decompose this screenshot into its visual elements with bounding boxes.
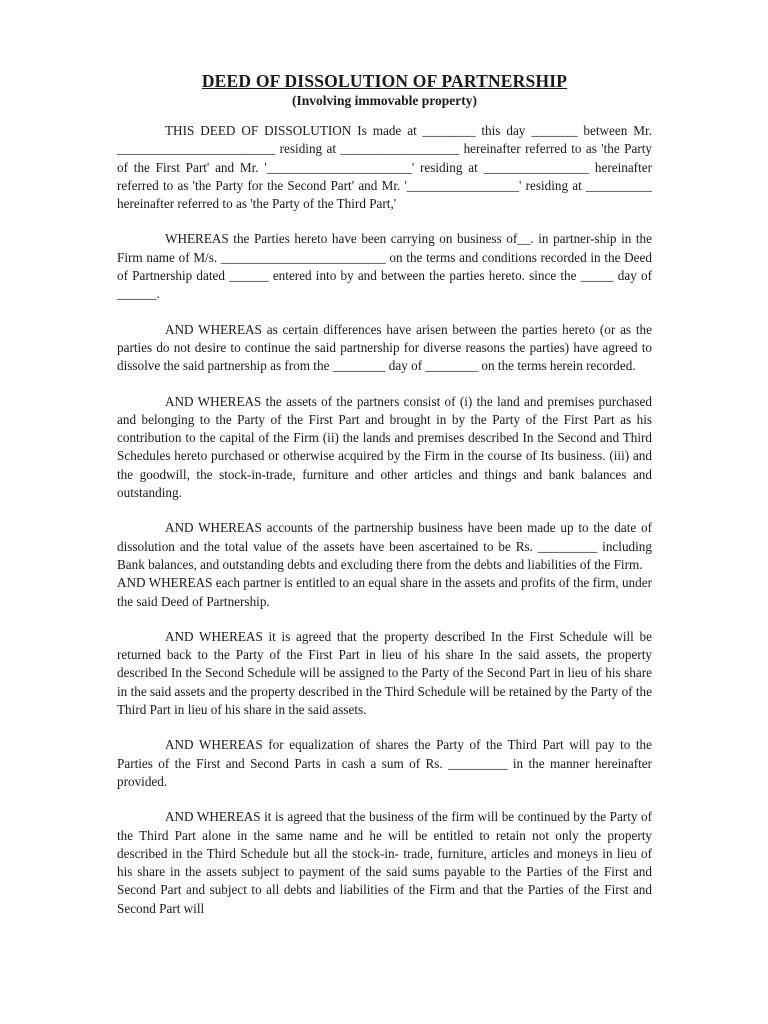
paragraph-whereas-business-continued: AND WHEREAS it is agreed that the business of the firm will be continued by the Party of the Third Part alone in the same name and he will be entitled to retain not only the property described in the Third Schedule but all the stock-in- trade, furniture, articles and moneys in lieu of his share in the assets subject to payment of the said sums payable to the Parties of the First and Second Part and subject to all debts and liabilities of the Firm and that the Parties of the First and Second Part will xyxy=(117,809,652,916)
paragraph-whereas-equal-share: AND WHEREAS each partner is entitled to an equal share in the assets and profits of the firm, under the said Deed of Partnership. xyxy=(117,575,652,609)
paragraph-whereas-property-schedules: AND WHEREAS it is agreed that the property described In the First Schedule will be returned back to the Party of the First Part in lieu of his share In the said assets, the property described In the Second Schedule will be assigned to the Party of the Second Part in lieu of his share in the said assets and the property described in the Third Schedule will be retained by the Party of the Third Part in lieu of his share in the said assets. xyxy=(117,628,652,718)
paragraph-preamble: THIS DEED OF DISSOLUTION Is made at ________ this day _______ between Mr. ________________________ residing at __________________ hereinafter referred to as 'the Party of the First Part' and Mr. '______________________' residing at ________________ hereinafter referred to as 'the Party for the Second Part' and Mr. '_________________' residing at __________ hereinafter referred to as 'the Party of the Third Part,' xyxy=(117,123,652,212)
paragraph-whereas-business: WHEREAS the Parties hereto have been carrying on business of__. in partner-ship in the Firm name of M/s. _________________________ on the terms and conditions recorded in the Deed of Partnership dated ______ entered into by and between the parties hereto. since the _____ day of ______. xyxy=(117,231,652,302)
document-title: DEED OF DISSOLUTION OF PARTNERSHIP xyxy=(201,71,568,91)
paragraph-whereas-assets: AND WHEREAS the assets of the partners consist of (i) the land and premises purchased and belonging to the Party of the First Part and brought in by the Party of the First Part as his contribution to the capital of the Firm (ii) the lands and premises described In the Second and Third Schedules hereto purchased or otherwise acquired by the Firm in the course of Its business. (iii) and the goodwill, the stock-in-trade, furniture and other articles and things and bank balances and outstanding. xyxy=(117,393,652,501)
paragraph-whereas-accounts: AND WHEREAS accounts of the partnership business have been made up to the date of dissolution and the total value of the assets have been ascertained to be Rs. _________ including Bank balances, and outstanding debts and excluding there from the debts and liabilities of the Firm. xyxy=(117,520,652,572)
paragraph-whereas-differences: AND WHEREAS as certain differences have arisen between the parties hereto (or as the parties do not desire to continue the said partnership for diverse reasons the parties) have agreed to dissolve the said partnership as from the ________ day of ________ on the terms herein recorded. xyxy=(117,321,652,374)
paragraph-whereas-equalization: AND WHEREAS for equalization of shares the Party of the Third Part will pay to the Parties of the First and Second Parts in cash a sum of Rs. _________ in the manner hereinafter provided. xyxy=(117,737,652,789)
document-subtitle: (Involving immovable property) xyxy=(292,93,477,108)
document-page xyxy=(117,70,652,935)
